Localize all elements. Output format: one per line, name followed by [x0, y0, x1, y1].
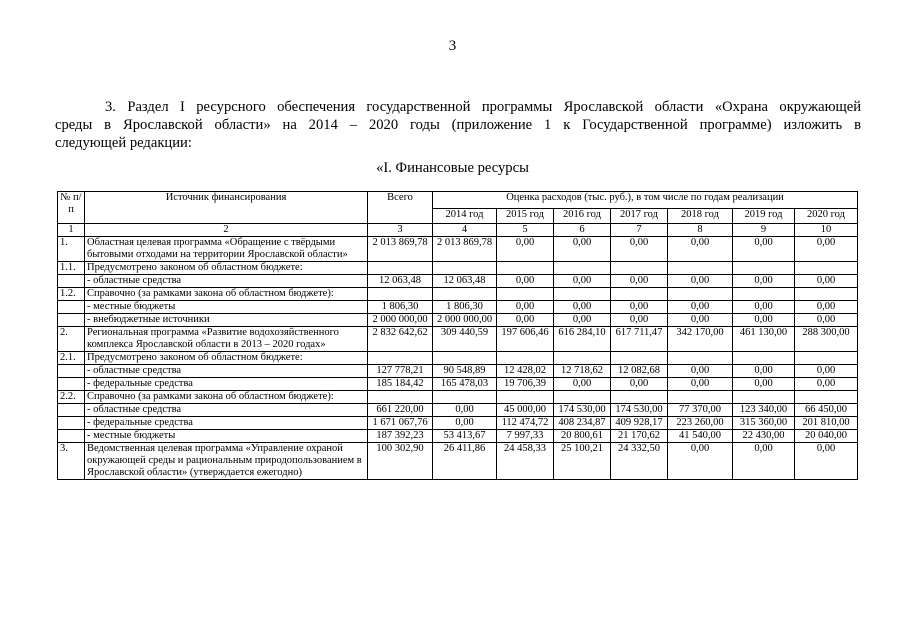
index-cell: 8 [668, 224, 733, 237]
year-value-cell: 0,00 [497, 237, 554, 262]
year-value-cell: 0,00 [497, 314, 554, 327]
year-value-cell: 223 260,00 [668, 417, 733, 430]
year-value-cell: 0,00 [554, 301, 611, 314]
header-estimate: Оценка расходов (тыс. руб.), в том числе по годам реализации [433, 192, 858, 209]
total-cell: 1 806,30 [368, 301, 433, 314]
table-row [58, 301, 858, 314]
year-value-cell: 19 706,39 [497, 378, 554, 391]
year-value-cell [611, 288, 668, 301]
index-cell: 5 [497, 224, 554, 237]
table-row [58, 314, 858, 327]
year-value-cell: 12 082,68 [611, 365, 668, 378]
year-value-cell [433, 352, 497, 365]
intro-line: 3. Раздел I ресурсного обеспечения государственной программы Ярославской области «Охрана окружающей [105, 99, 861, 115]
source-cell: - федеральные средства [85, 378, 368, 391]
total-cell: 661 220,00 [368, 404, 433, 417]
table-row [58, 443, 858, 480]
source-cell: - областные средства [85, 275, 368, 288]
index-cell: 2 [85, 224, 368, 237]
year-value-cell: 24 332,50 [611, 443, 668, 480]
header-no: № п/п [58, 192, 85, 224]
year-value-cell: 0,00 [668, 314, 733, 327]
total-cell: 1 671 067,76 [368, 417, 433, 430]
year-value-cell [733, 352, 795, 365]
row-number: 1. [58, 237, 85, 262]
year-value-cell: 461 130,00 [733, 327, 795, 352]
row-number [58, 275, 85, 288]
header-year: 2020 год [795, 209, 858, 224]
year-value-cell: 1 806,30 [433, 301, 497, 314]
year-value-cell: 0,00 [733, 237, 795, 262]
total-cell: 185 184,42 [368, 378, 433, 391]
year-value-cell: 201 810,00 [795, 417, 858, 430]
index-cell: 3 [368, 224, 433, 237]
year-value-cell [733, 288, 795, 301]
table-row [58, 237, 858, 262]
year-value-cell [433, 262, 497, 275]
table-row [58, 404, 858, 417]
row-number [58, 404, 85, 417]
row-number [58, 314, 85, 327]
year-value-cell [554, 352, 611, 365]
year-value-cell: 0,00 [733, 443, 795, 480]
total-cell: 100 302,90 [368, 443, 433, 480]
year-value-cell: 174 530,00 [554, 404, 611, 417]
row-number: 2. [58, 327, 85, 352]
table-row [58, 275, 858, 288]
table-row [58, 365, 858, 378]
year-value-cell [795, 391, 858, 404]
year-value-cell: 288 300,00 [795, 327, 858, 352]
row-number [58, 417, 85, 430]
year-value-cell: 45 000,00 [497, 404, 554, 417]
total-cell [368, 288, 433, 301]
year-value-cell: 123 340,00 [733, 404, 795, 417]
year-value-cell: 0,00 [668, 365, 733, 378]
year-value-cell: 0,00 [795, 378, 858, 391]
year-value-cell: 0,00 [795, 365, 858, 378]
year-value-cell: 309 440,59 [433, 327, 497, 352]
year-value-cell [795, 352, 858, 365]
year-value-cell: 0,00 [668, 237, 733, 262]
year-value-cell: 0,00 [554, 314, 611, 327]
year-value-cell: 0,00 [795, 443, 858, 480]
year-value-cell [497, 288, 554, 301]
year-value-cell: 0,00 [497, 301, 554, 314]
row-number: 1.2. [58, 288, 85, 301]
year-value-cell: 0,00 [733, 314, 795, 327]
year-value-cell: 197 606,46 [497, 327, 554, 352]
source-cell: - внебюджетные источники [85, 314, 368, 327]
year-value-cell [668, 352, 733, 365]
year-value-cell: 77 370,00 [668, 404, 733, 417]
year-value-cell: 0,00 [668, 301, 733, 314]
header-year: 2019 год [733, 209, 795, 224]
year-value-cell: 409 928,17 [611, 417, 668, 430]
year-value-cell: 0,00 [611, 237, 668, 262]
year-value-cell: 617 711,47 [611, 327, 668, 352]
year-value-cell [668, 391, 733, 404]
header-year: 2014 год [433, 209, 497, 224]
header-year: 2016 год [554, 209, 611, 224]
source-cell: Справочно (за рамками закона об областном бюджете): [85, 391, 368, 404]
year-value-cell: 90 548,89 [433, 365, 497, 378]
source-cell: Предусмотрено законом об областном бюджете: [85, 262, 368, 275]
header-source: Источник финансирования [85, 192, 368, 224]
year-value-cell: 53 413,67 [433, 430, 497, 443]
index-cell: 6 [554, 224, 611, 237]
table-row [58, 378, 858, 391]
year-value-cell: 0,00 [611, 314, 668, 327]
year-value-cell [668, 262, 733, 275]
year-value-cell: 0,00 [733, 365, 795, 378]
source-cell: - местные бюджеты [85, 430, 368, 443]
index-cell: 9 [733, 224, 795, 237]
year-value-cell: 2 013 869,78 [433, 237, 497, 262]
year-value-cell: 616 284,10 [554, 327, 611, 352]
row-number [58, 365, 85, 378]
source-cell: Областная целевая программа «Обращение с твёрдыми бытовыми отходами на территории Ярославской области» [85, 237, 368, 262]
total-cell: 12 063,48 [368, 275, 433, 288]
year-value-cell: 12 718,62 [554, 365, 611, 378]
index-cell: 1 [58, 224, 85, 237]
source-cell: Региональная программа «Развитие водохозяйственного комплекса Ярославской области в 2013 – 2020 годах» [85, 327, 368, 352]
year-value-cell [795, 288, 858, 301]
source-cell: Справочно (за рамками закона об областном бюджете): [85, 288, 368, 301]
header-year: 2017 год [611, 209, 668, 224]
year-value-cell [611, 262, 668, 275]
year-value-cell: 0,00 [433, 404, 497, 417]
total-cell: 2 832 642,62 [368, 327, 433, 352]
total-cell: 2 013 869,78 [368, 237, 433, 262]
year-value-cell: 26 411,86 [433, 443, 497, 480]
year-value-cell: 0,00 [611, 378, 668, 391]
year-value-cell [668, 288, 733, 301]
year-value-cell: 41 540,00 [668, 430, 733, 443]
header-year: 2015 год [497, 209, 554, 224]
year-value-cell: 0,00 [497, 275, 554, 288]
total-cell [368, 391, 433, 404]
year-value-cell: 0,00 [795, 314, 858, 327]
year-value-cell [554, 288, 611, 301]
total-cell: 2 000 000,00 [368, 314, 433, 327]
total-cell [368, 352, 433, 365]
year-value-cell: 165 478,03 [433, 378, 497, 391]
header-total: Всего [368, 192, 433, 224]
year-value-cell [497, 352, 554, 365]
year-value-cell: 0,00 [668, 378, 733, 391]
header-year: 2018 год [668, 209, 733, 224]
year-value-cell: 0,00 [733, 301, 795, 314]
table-row [58, 430, 858, 443]
year-value-cell [497, 262, 554, 275]
year-value-cell: 20 040,00 [795, 430, 858, 443]
intro-line: следующей редакции: [55, 135, 192, 151]
source-cell: - федеральные средства [85, 417, 368, 430]
year-value-cell: 0,00 [611, 301, 668, 314]
year-value-cell [611, 352, 668, 365]
intro-paragraph [55, 98, 861, 152]
table-row [58, 391, 858, 404]
year-value-cell: 0,00 [733, 378, 795, 391]
year-value-cell: 408 234,87 [554, 417, 611, 430]
source-cell: - областные средства [85, 365, 368, 378]
year-value-cell [433, 288, 497, 301]
source-cell: Предусмотрено законом об областном бюджете: [85, 352, 368, 365]
year-value-cell: 0,00 [554, 237, 611, 262]
year-value-cell: 0,00 [668, 275, 733, 288]
year-value-cell: 0,00 [795, 237, 858, 262]
year-value-cell: 25 100,21 [554, 443, 611, 480]
year-value-cell [611, 391, 668, 404]
row-number: 2.2. [58, 391, 85, 404]
year-value-cell: 0,00 [433, 417, 497, 430]
year-value-cell [554, 262, 611, 275]
total-cell: 187 392,23 [368, 430, 433, 443]
year-value-cell: 315 360,00 [733, 417, 795, 430]
financing-table [57, 191, 858, 480]
row-number: 3. [58, 443, 85, 480]
row-number [58, 430, 85, 443]
year-value-cell: 342 170,00 [668, 327, 733, 352]
year-value-cell: 20 800,61 [554, 430, 611, 443]
source-cell: Ведомственная целевая программа «Управление охраной окружающей среды и рациональным природопользованием в Ярославской области» (утверждается ежегодно) [85, 443, 368, 480]
column-index-row [58, 224, 858, 237]
year-value-cell: 0,00 [795, 301, 858, 314]
year-value-cell: 7 997,33 [497, 430, 554, 443]
row-number: 1.1. [58, 262, 85, 275]
intro-line: среды в Ярославской области» на 2014 – 2020 годы (приложение 1 к Государственной программе) изложить в [55, 117, 861, 133]
table-row [58, 327, 858, 352]
table-row [58, 288, 858, 301]
source-cell: - местные бюджеты [85, 301, 368, 314]
year-value-cell: 21 170,62 [611, 430, 668, 443]
year-value-cell: 174 530,00 [611, 404, 668, 417]
year-value-cell: 24 458,33 [497, 443, 554, 480]
year-value-cell: 22 430,00 [733, 430, 795, 443]
year-value-cell [733, 262, 795, 275]
year-value-cell: 12 428,02 [497, 365, 554, 378]
year-value-cell [795, 262, 858, 275]
year-value-cell [497, 391, 554, 404]
year-value-cell [554, 391, 611, 404]
year-value-cell: 0,00 [611, 275, 668, 288]
row-number [58, 378, 85, 391]
year-value-cell: 12 063,48 [433, 275, 497, 288]
year-value-cell: 0,00 [795, 275, 858, 288]
source-cell: - областные средства [85, 404, 368, 417]
total-cell [368, 262, 433, 275]
page-number: 3 [448, 38, 457, 54]
index-cell: 10 [795, 224, 858, 237]
year-value-cell [733, 391, 795, 404]
year-value-cell: 0,00 [554, 378, 611, 391]
year-value-cell: 0,00 [668, 443, 733, 480]
row-number: 2.1. [58, 352, 85, 365]
total-cell: 127 778,21 [368, 365, 433, 378]
year-value-cell: 66 450,00 [795, 404, 858, 417]
year-value-cell: 112 474,72 [497, 417, 554, 430]
year-value-cell [433, 391, 497, 404]
table-row [58, 352, 858, 365]
table-row [58, 262, 858, 275]
index-cell: 4 [433, 224, 497, 237]
index-cell: 7 [611, 224, 668, 237]
year-value-cell: 2 000 000,00 [433, 314, 497, 327]
table-row [58, 417, 858, 430]
section-title: «I. Финансовые ресурсы [376, 160, 529, 176]
year-value-cell: 0,00 [733, 275, 795, 288]
year-value-cell: 0,00 [554, 275, 611, 288]
row-number [58, 301, 85, 314]
